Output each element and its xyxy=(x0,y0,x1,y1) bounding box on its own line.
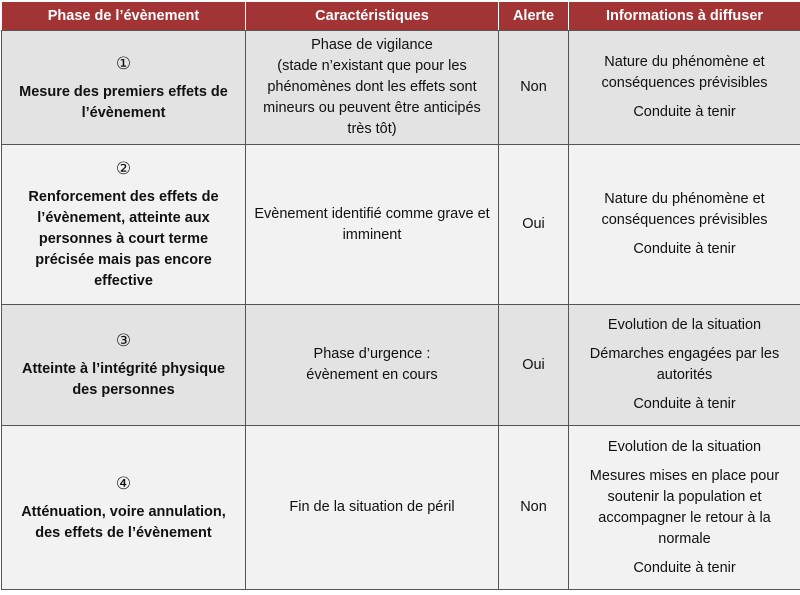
characteristics-detail: évènement en cours xyxy=(254,365,490,386)
phase-cell xyxy=(2,305,246,426)
phase-cell xyxy=(2,426,246,590)
characteristics-title: Fin de la situation de péril xyxy=(254,497,490,518)
phase-number: ② xyxy=(10,157,237,181)
characteristics-title: Phase de vigilance xyxy=(254,35,490,56)
characteristics-cell xyxy=(246,426,499,590)
alert-cell: Oui xyxy=(499,305,569,426)
characteristics-title: Evènement identifié comme grave et imminent xyxy=(254,204,490,246)
characteristics-title: Phase d’urgence : xyxy=(254,344,490,365)
alert-cell: Non xyxy=(499,31,569,145)
phase-number: ④ xyxy=(10,472,237,496)
info-item: Démarches engagées par les autorités xyxy=(577,344,792,386)
alert-cell: Oui xyxy=(499,145,569,305)
phase-number: ③ xyxy=(10,329,237,353)
info-cell xyxy=(569,145,800,305)
characteristics-detail: (stade n’existant que pour les phénomènes dont les effets sont mineurs ou peuvent être anticipés très tôt) xyxy=(254,56,490,140)
characteristics-cell xyxy=(246,31,499,145)
table-row xyxy=(2,426,800,590)
info-cell xyxy=(569,31,800,145)
header-alert: Alerte xyxy=(499,2,569,31)
header-characteristics: Caractéristiques xyxy=(246,2,499,31)
info-item: Nature du phénomène et conséquences prévisibles xyxy=(577,52,792,94)
info-cell xyxy=(569,305,800,426)
header-phase: Phase de l’évènement xyxy=(2,2,246,31)
table-row xyxy=(2,145,800,305)
phase-label: Atteinte à l’intégrité physique des personnes xyxy=(10,359,237,401)
table-row xyxy=(2,305,800,426)
phase-cell xyxy=(2,31,246,145)
info-item: Conduite à tenir xyxy=(577,102,792,123)
header-information: Informations à diffuser xyxy=(569,2,800,31)
info-item: Nature du phénomène et conséquences prévisibles xyxy=(577,189,792,231)
phase-label: Renforcement des effets de l’évènement, atteinte aux personnes à court terme précisée mais pas encore effective xyxy=(10,187,237,292)
phase-label: Mesure des premiers effets de l’évènement xyxy=(10,82,237,124)
alert-phases-table xyxy=(1,1,800,590)
phase-number: ① xyxy=(10,52,237,76)
characteristics-cell xyxy=(246,145,499,305)
info-item: Conduite à tenir xyxy=(577,239,792,260)
characteristics-cell xyxy=(246,305,499,426)
info-item: Conduite à tenir xyxy=(577,394,792,415)
phase-label: Atténuation, voire annulation, des effets de l’évènement xyxy=(10,502,237,544)
info-item: Mesures mises en place pour soutenir la population et accompagner le retour à la normale xyxy=(577,466,792,550)
phase-cell xyxy=(2,145,246,305)
info-item: Evolution de la situation xyxy=(577,437,792,458)
info-item: Evolution de la situation xyxy=(577,315,792,336)
table-row xyxy=(2,31,800,145)
info-item: Conduite à tenir xyxy=(577,558,792,579)
table-header-row xyxy=(2,2,800,31)
info-cell xyxy=(569,426,800,590)
alert-cell: Non xyxy=(499,426,569,590)
